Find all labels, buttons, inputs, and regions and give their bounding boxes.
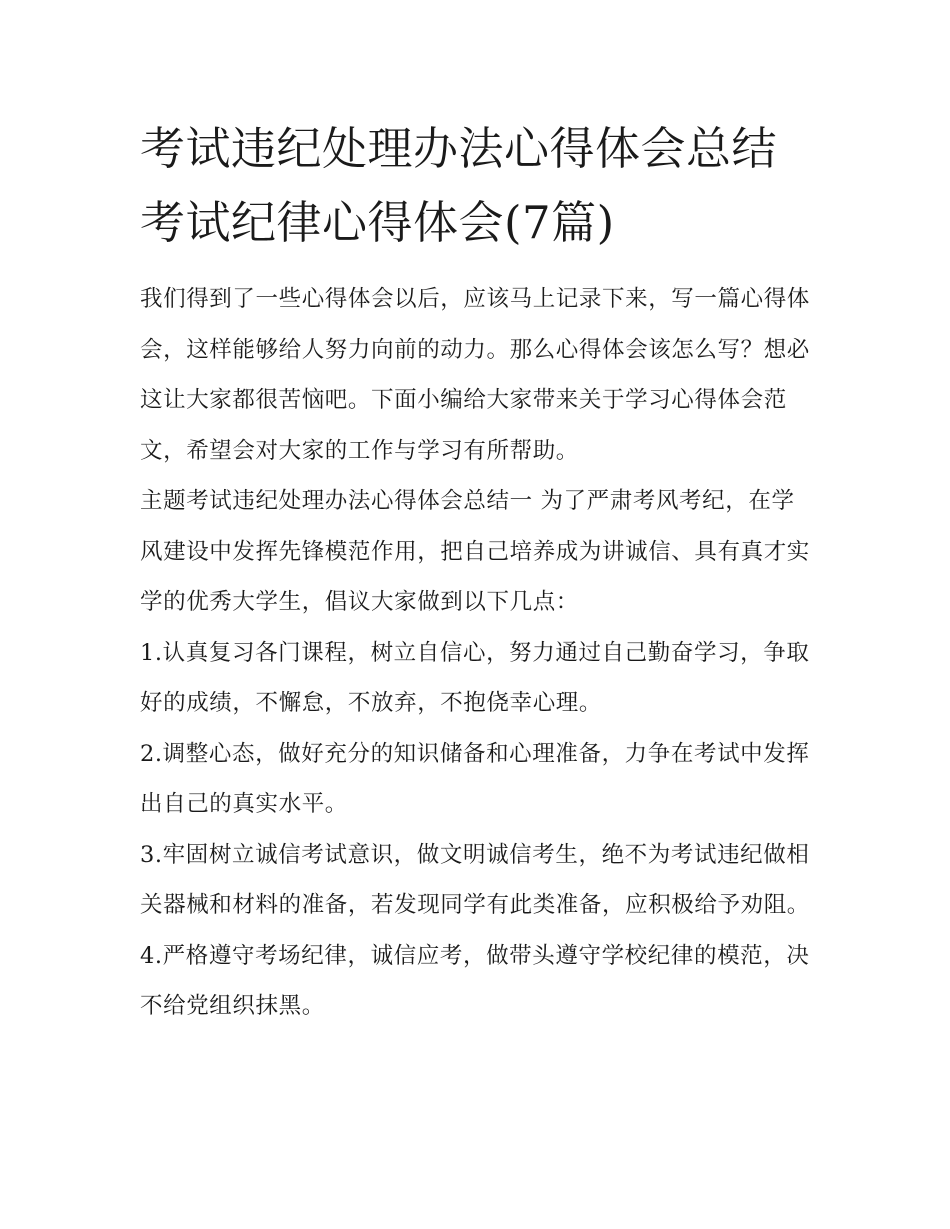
paragraph-item-1: 1.认真复习各门课程，树立自信心，努力通过自己勤奋学习，争取好的成绩，不懈怠，不放弃，不抱侥幸心理。 [140,639,810,716]
paragraph-intro: 我们得到了一些心得体会以后，应该马上记录下来，写一篇心得体会，这样能够给人努力向前的动力。那么心得体会该怎么写？想必这让大家都很苦恼吧。下面小编给大家带来关于学习心得体会范文，希望会对大家的工作与学习有所帮助。 [140,286,810,464]
paragraph-item-4: 4.严格遵守考场纪律，诚信应考，做带头遵守学校纪律的模范，决不给党组织抹黑。 [140,942,810,1019]
paragraph-item-2: 2.调整心态，做好充分的知识储备和心理准备，力争在考试中发挥出自己的真实水平。 [140,740,810,817]
document-title: 考试违纪处理办法心得体会总结 考试纪律心得体会(7篇) [140,122,778,249]
paragraph-item-3: 3.牢固树立诚信考试意识，做文明诚信考生，绝不为考试违纪做相关器械和材料的准备，若发现同学有此类准备，应积极给予劝阻。 [140,841,810,918]
paragraph-topic: 主题考试违纪处理办法心得体会总结一 为了严肃考风考纪，在学风建设中发挥先锋模范作用，把自己培养成为讲诚信、具有真才实学的优秀大学生，倡议大家做到以下几点： [140,488,810,615]
document-body [140,274,812,1032]
document-page [140,112,812,1032]
